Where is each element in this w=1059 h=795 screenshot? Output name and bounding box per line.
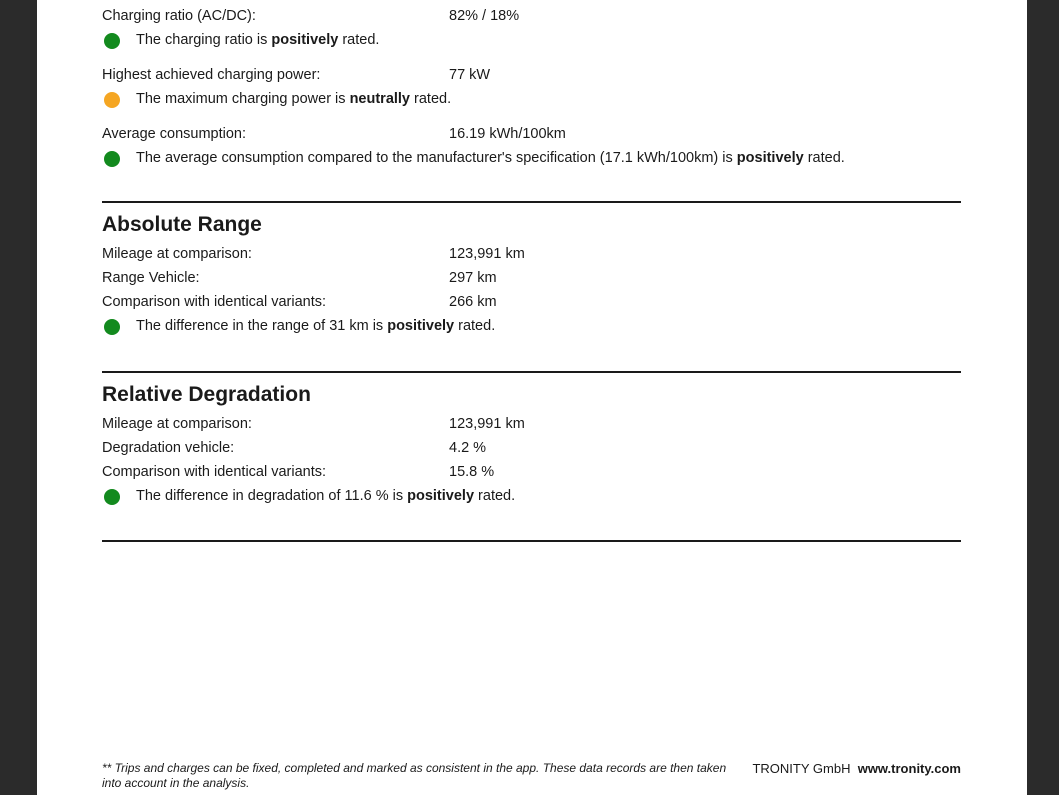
comparison-label: Comparison with identical variants: [102,464,327,480]
charging-ratio-rating [102,28,961,52]
charging-power-rating [102,87,961,111]
relative-degradation-row [102,436,961,460]
rating-positive-dot-icon [104,151,120,167]
range-vehicle-label: Range Vehicle: [102,270,200,286]
rating-positive-dot-icon [104,319,120,335]
section-divider [102,201,961,203]
relative-degradation-row [102,412,961,436]
mileage-value: 123,991 km [449,416,525,432]
mileage-value: 123,991 km [449,246,525,262]
degradation-vehicle-value: 4.2 % [449,440,487,456]
charging-ratio-row [102,4,961,28]
comparison-value: 15.8 % [449,464,495,480]
absolute-range-row [102,290,961,314]
charging-ratio-value: 82% / 18% [449,8,520,24]
consumption-label: Average consumption: [102,126,247,142]
rating-text: The difference in the range of 31 km is positively rated. [136,318,496,334]
degradation-vehicle-label: Degradation vehicle: [102,440,235,456]
rating-positive-dot-icon [104,489,120,505]
rating-positive-dot-icon [104,33,120,49]
relative-degradation-row [102,460,961,484]
consumption-rating [102,146,961,170]
consumption-value: 16.19 kWh/100km [449,126,566,142]
rating-text: The average consumption compared to the manufacturer's specification (17.1 kWh/100km) is positively rated. [136,150,845,166]
charging-power-value: 77 kW [449,67,491,83]
rating-text: The difference in degradation of 11.6 % is positively rated. [136,488,516,504]
absolute-range-title: Absolute Range [102,213,262,236]
absolute-range-row [102,242,961,266]
consumption-row [102,122,961,146]
relative-degradation-rating [102,484,961,508]
section-divider [102,371,961,373]
charging-power-row [102,63,961,87]
footer-company [752,761,961,776]
company-name: TRONITY GmbH [752,761,851,776]
document-page [37,0,1027,795]
rating-neutral-dot-icon [104,92,120,108]
relative-degradation-title: Relative Degradation [102,383,311,406]
section-divider [102,540,961,542]
range-vehicle-value: 297 km [449,270,497,286]
absolute-range-rating [102,314,961,338]
rating-text: The charging ratio is positively rated. [136,32,380,48]
report-content [102,4,961,542]
company-website-link[interactable]: www.tronity.com [857,761,961,776]
footer-note: ** Trips and charges can be fixed, completed and marked as consistent in the app. These data records are then taken into account in the analysis. [102,761,727,790]
mileage-label: Mileage at comparison: [102,416,252,432]
charging-ratio-label: Charging ratio (AC/DC): [102,8,256,24]
comparison-label: Comparison with identical variants: [102,294,327,310]
charging-power-label: Highest achieved charging power: [102,67,321,83]
rating-text: The maximum charging power is neutrally rated. [136,91,452,107]
absolute-range-row [102,266,961,290]
mileage-label: Mileage at comparison: [102,246,252,262]
comparison-value: 266 km [449,294,497,310]
